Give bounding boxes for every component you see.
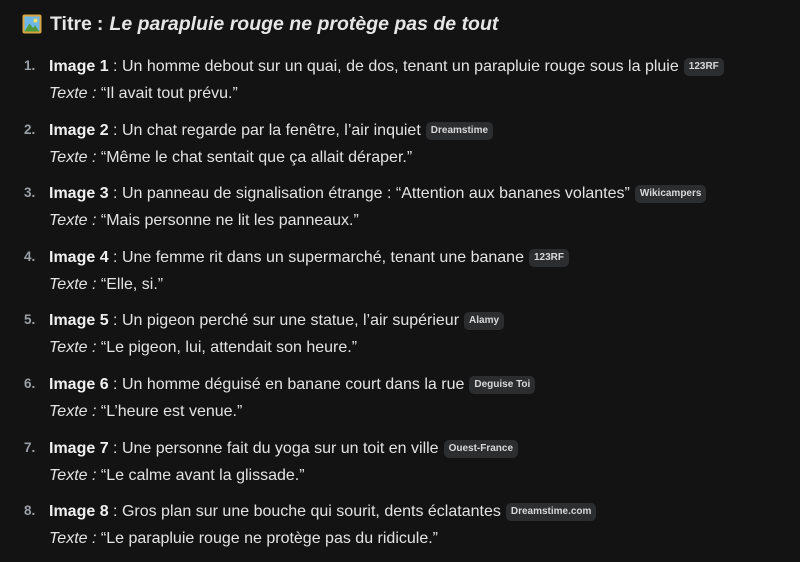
caption-line <box>49 465 305 487</box>
separator: : <box>108 312 122 330</box>
separator: : <box>108 375 122 393</box>
image-description-line <box>49 56 724 78</box>
image-label: Image 2 <box>49 121 109 139</box>
caption-text: “Mais personne ne lit les panneaux.” <box>96 212 359 230</box>
list-number: 1. <box>24 58 36 73</box>
list-number: 4. <box>24 248 36 264</box>
caption-text: “L’heure est venue.” <box>96 402 243 420</box>
caption-line <box>49 528 438 550</box>
image-description-line <box>49 501 596 523</box>
image-label: Image 4 <box>49 248 109 266</box>
title-heading <box>22 11 800 37</box>
framed-picture-icon <box>22 14 42 34</box>
list-number: 7. <box>24 439 36 455</box>
image-label: Image 7 <box>49 439 109 457</box>
list-item <box>0 497 800 561</box>
image-label: Image 1 <box>49 58 109 75</box>
title-text: Le parapluie rouge ne protège pas de tout <box>109 12 499 35</box>
texte-label: Texte : <box>49 212 97 230</box>
list-item <box>0 243 800 307</box>
caption-text: “Elle, si.” <box>96 275 164 293</box>
separator: : <box>108 58 122 75</box>
separator: : <box>108 439 122 457</box>
source-chip[interactable]: Dreamstime <box>426 122 493 140</box>
title-prefix: Titre <box>50 12 92 35</box>
source-chip[interactable]: Alamy <box>464 312 504 330</box>
caption-text: “Même le chat sentait que ça allait déraper.” <box>96 148 413 166</box>
list-item <box>0 52 800 116</box>
image-description-line <box>49 310 504 332</box>
source-chip[interactable]: Wikicampers <box>635 185 707 203</box>
image-description: Gros plan sur une bouche qui sourit, dents éclatantes <box>121 503 501 521</box>
texte-label: Texte : <box>49 402 97 420</box>
caption-line <box>49 147 412 169</box>
caption-line <box>49 337 357 359</box>
texte-label: Texte : <box>49 339 97 357</box>
image-description: Un panneau de signalisation étrange : “Attention aux bananes volantes” <box>121 185 630 203</box>
separator: : <box>108 185 122 203</box>
image-description: Un pigeon perché sur une statue, l’air supérieur <box>121 312 460 330</box>
list-item <box>0 179 800 243</box>
source-chip[interactable]: Dreamstime.com <box>506 503 597 521</box>
image-description-line <box>49 120 493 142</box>
separator: : <box>108 248 122 266</box>
list-number: 6. <box>24 375 36 391</box>
texte-label: Texte : <box>49 466 97 484</box>
image-label: Image 6 <box>49 375 109 393</box>
texte-label: Texte : <box>49 148 97 166</box>
caption-text: “Le calme avant la glissade.” <box>96 466 305 484</box>
separator: : <box>108 121 122 139</box>
list-number: 3. <box>24 185 36 201</box>
caption-line <box>49 210 359 232</box>
caption-line <box>49 274 163 296</box>
list-item <box>0 306 800 370</box>
image-list <box>0 52 800 561</box>
caption-text: “Le pigeon, lui, attendait son heure.” <box>96 339 358 357</box>
source-chip[interactable]: Ouest-France <box>444 440 518 458</box>
caption-text: “Le parapluie rouge ne protège pas du ridicule.” <box>96 530 438 548</box>
caption-line <box>49 401 242 423</box>
source-chip[interactable]: Deguise Toi <box>469 376 535 394</box>
image-description: Une personne fait du yoga sur un toit en ville <box>121 439 439 457</box>
image-description: Une femme rit dans un supermarché, tenant une banane <box>121 248 524 266</box>
image-label: Image 5 <box>49 312 109 330</box>
image-description: Un homme debout sur un quai, de dos, tenant un parapluie rouge sous la pluie <box>121 58 679 75</box>
texte-label: Texte : <box>49 530 97 548</box>
image-description-line <box>49 374 535 396</box>
separator: : <box>108 503 122 521</box>
list-number: 8. <box>24 503 36 519</box>
image-label: Image 3 <box>49 185 109 203</box>
list-item <box>0 116 800 180</box>
title-colon: : <box>96 12 104 35</box>
source-chip[interactable]: 123RF <box>529 249 569 267</box>
image-description-line <box>49 247 569 269</box>
image-description: Un homme déguisé en banane court dans la rue <box>121 375 465 393</box>
list-item <box>0 434 800 498</box>
caption-text: “Il avait tout prévu.” <box>96 85 238 102</box>
image-description: Un chat regarde par la fenêtre, l’air inquiet <box>121 121 421 139</box>
image-label: Image 8 <box>49 503 109 521</box>
list-number: 2. <box>24 121 36 137</box>
image-description-line <box>49 183 706 205</box>
caption-line <box>49 83 238 105</box>
image-description-line <box>49 438 518 460</box>
list-item <box>0 370 800 434</box>
source-chip[interactable]: 123RF <box>684 58 724 76</box>
texte-label: Texte : <box>49 85 97 102</box>
list-number: 5. <box>24 312 36 328</box>
texte-label: Texte : <box>49 275 97 293</box>
